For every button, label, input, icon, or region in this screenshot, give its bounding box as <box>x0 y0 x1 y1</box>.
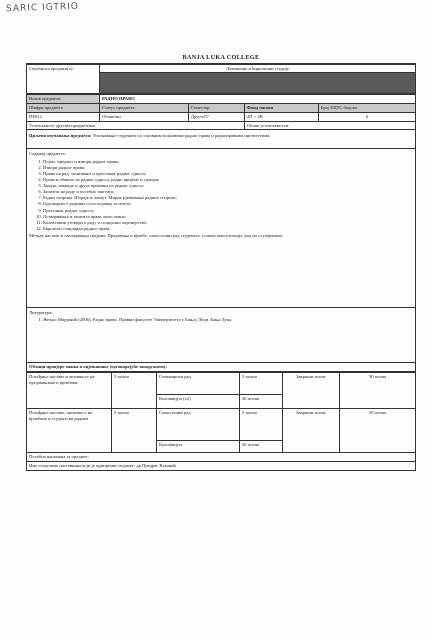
program-line: Латиничнe и ћирилични студије <box>100 65 415 74</box>
goals-section <box>26 130 416 149</box>
assessment-seminar-label: Семинарски рад <box>157 373 240 395</box>
assessment-final-points-2: 50 поена <box>340 409 416 453</box>
assessment-colloquium-label-2: Колоквијум <box>157 441 240 453</box>
content-item: 10. Остваривање и заштита права запослених; <box>43 214 413 220</box>
assessment-activity-points: 5 поена <box>112 373 157 409</box>
content-item: 5. Зарада, накнаде и друга примања из радног односа; <box>43 183 413 189</box>
assessment-title: Облици провјере знања и оцјењивање (одговарајуће заокружити): <box>26 363 416 372</box>
literature-list <box>29 316 413 325</box>
course-code-value: ПР012 <box>27 112 100 121</box>
content-item: 7. Радни спорови. Штрајк и локаут. Мирно рјешавање радних спорова; <box>43 195 413 201</box>
content-item: 8. Одговорност радника и послодавца за штету; <box>43 201 413 207</box>
prereq-label: Условљеност другим предметима: <box>27 121 245 130</box>
literature-section <box>26 308 416 363</box>
course-syllabus-sheet <box>26 54 416 471</box>
assessment-colloquium-points: 20 поена <box>240 395 283 409</box>
program-redacted-block <box>100 73 415 93</box>
content-list <box>29 157 413 233</box>
course-info-table <box>26 94 416 130</box>
literature-label: Литература: <box>29 310 53 316</box>
content-item: 2. Извори радног права; <box>43 165 413 171</box>
course-status-value: Обавезни <box>100 112 189 121</box>
goals-text: Упознавање студената са основним појмовима радног права и радноправним институтима. <box>92 133 271 139</box>
assessment-colloquium-points-2: 20 поена <box>240 441 283 453</box>
handwritten-note: SARIC IGTRIO <box>5 1 80 15</box>
assessment-seminar-points: 5 поена <box>240 373 283 395</box>
teacher-line: Име и презиме наставника који је припремио податке: др Предраг Вуковић <box>26 462 416 471</box>
assessment-final-label: Завршни испит <box>283 373 340 409</box>
course-ects-label: Број ЕЦТС бодова <box>318 104 415 113</box>
course-ects-value: 6 <box>318 112 415 121</box>
assessment-independent-points: 5 поена <box>240 409 283 441</box>
assessment-independent-label: Самостални рад <box>157 409 240 441</box>
goals-label: Циљеви изучавања предмета: <box>29 133 92 139</box>
assessment-final-label-2: Завршни испит <box>283 409 340 453</box>
course-code-label: Шифра предмета <box>27 104 100 113</box>
assessment-colloquium-label: Колоквијум (х2) <box>157 395 240 409</box>
course-hours-value: 2П + 2В <box>244 112 318 121</box>
content-item: 6. Заштита на раду и посебна заштита; <box>43 189 413 195</box>
content-item: 11. Колективни уговори о раду и социјално партнерство; <box>43 220 413 226</box>
course-semester-value: Други/IV <box>188 112 244 121</box>
course-name-label: Назив предмета: <box>27 95 100 104</box>
course-semester-label: Семестар <box>188 104 244 113</box>
course-hours-label: Фонд часова <box>244 104 318 113</box>
notes-label: Посебна напомена за предмет: <box>26 453 416 462</box>
content-section <box>26 149 416 308</box>
study-program-label: Студијски програм(и): <box>27 64 100 94</box>
content-item: 12. Европски стандарди радног права. <box>43 226 413 232</box>
header-table <box>26 64 416 95</box>
content-item: 3. Право на рад, заснивање и престанак радног односа; <box>43 171 413 177</box>
assessment-activity-points-2: 5 поена <box>112 409 157 453</box>
content-item: 9. Престанак радног односа; <box>43 208 413 214</box>
content-item: 4. Права и обавезе из радног односа, радно вријеме и одмори; <box>43 177 413 183</box>
literature-item: 1. Жељко Мирјанић (2006), Радно право. Правни факултет Универзитета у Бањој Луци, Бања Лука. <box>43 317 413 323</box>
content-label: Садржај предмета: <box>29 151 66 157</box>
assessment-activity-label-2: Похађање наставе, активност на вјежбама и студентски радови <box>27 409 112 453</box>
assessment-activity-label: Похађање наставе и активност на предавањима и вјежбама <box>27 373 112 409</box>
college-title: BANJA LUKA COLLEGE <box>26 54 416 64</box>
prereq-form-label: Облик условљености: <box>244 121 415 130</box>
assessment-final-points: 50 поена <box>340 373 416 409</box>
assessment-table <box>26 372 416 453</box>
teaching-methods: Методе наставе и савладавања градива: Предавања и вјежбе, самостални рад студената, усмене консултације, рад на случајевима. <box>29 233 283 239</box>
course-status-label: Статус предмета <box>100 104 189 113</box>
content-item: 1. Појам, предмет и извори радног права; <box>43 159 413 165</box>
course-name-value: РАДНО ПРАВО <box>100 95 416 104</box>
